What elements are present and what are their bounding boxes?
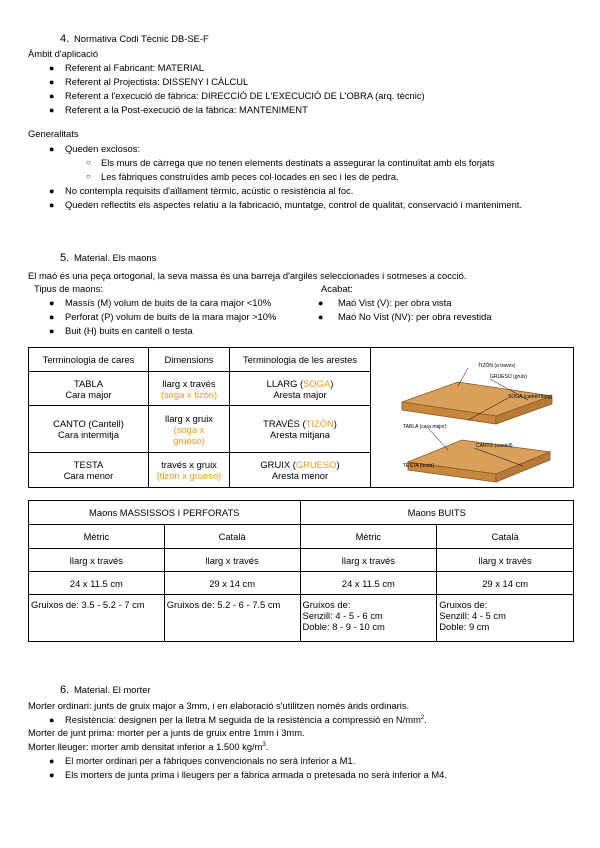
edge-desc: Aresta menor <box>271 470 329 481</box>
resistance-text: Resistència: designen per la lletra M seguida de la resistència a compressió en $N/mm^2$. <box>65 714 427 725</box>
section-title: Material. Els maons <box>74 252 157 263</box>
thickness-line: Gruixos de: <box>439 599 488 610</box>
edge-name: GRUIX <box>260 459 291 470</box>
scope-title: Àmbit d'aplicació <box>28 48 99 59</box>
label-testa: TESTA (testa) <box>403 463 435 469</box>
col-catalan: Català <box>437 525 574 549</box>
type-item: Perforat (P) volum de buits de la mara major >10% <box>65 311 277 322</box>
bullet-icon: ● <box>49 326 55 336</box>
size-value: 29 x 14 cm <box>437 572 574 595</box>
label-canto: CANTO (cantell) <box>476 443 513 449</box>
table-row <box>29 595 574 642</box>
scope-item: Referent al Projectista: DISSENY I CÀLCUL <box>65 76 249 87</box>
dim-spanish: (soga x grueso) <box>173 423 205 446</box>
section-number: 4. <box>60 33 70 45</box>
table-row: TABLA Cara major llarg x través (soga x tizón) LLARG (SOGA) Aresta major <box>29 372 574 406</box>
leader-line <box>428 428 448 450</box>
excluded-item: Els murs de càrrega que no tenen elements destinats a assegurar la continuïtat amb els forjats <box>101 157 495 168</box>
header-dimensions: Dimensions <box>149 348 230 372</box>
general-item: Queden reflectits els aspectes relatiu a la fabricació, muntatge, control de qualitat, conservació i manteniment. <box>65 199 523 210</box>
label-soga: SOGA (cantell llarg) <box>508 394 553 400</box>
col-metric: Mètric <box>300 525 437 549</box>
light-label: Morter lleuger: morter amb densitat inferior a 1.500 kg/m <box>28 741 263 752</box>
table-row: TESTA Cara menor través x gruix (tizón x grueso) GRUIX (GRUESO) Aresta menor <box>29 453 574 488</box>
thickness-line: Doble: 9 cm <box>439 621 490 632</box>
size-value: 24 x 11.5 cm <box>300 572 437 595</box>
size-value: 24 x 11.5 cm <box>29 572 165 595</box>
bullet-icon: ● <box>49 105 55 115</box>
table-row <box>29 549 574 572</box>
edge-spanish: TIZÓN <box>305 418 334 429</box>
table-row: CANTO (Cantell) Cara intermitja llarg x gruix (soga x grueso) TRAVÉS (TIZÓN) Aresta mitjana <box>29 406 574 453</box>
group-hollow: Maons BUITS <box>300 501 574 525</box>
light-mortar: Morter lleuger: morter amb densitat inferior a 1.500 $kg/m^3$. <box>28 741 269 752</box>
thickness-cell <box>437 595 574 642</box>
dim-spanish: (tizón x grueso) <box>156 470 222 481</box>
label-tabla: TABLA (cara major) <box>403 424 447 430</box>
thickness-line: Senzill: 4 - 5 - 6 cm <box>302 610 383 621</box>
table-row <box>29 572 574 595</box>
bullet-icon: ● <box>49 770 55 780</box>
finish-title: Acabat: <box>321 283 353 294</box>
superscript: 3 <box>262 742 266 748</box>
col-catalan: Català <box>164 525 300 549</box>
type-item: Buit (H) buits en cantell o testa <box>65 325 193 336</box>
dim-name: llarg x través <box>162 377 216 389</box>
thickness-line: Senzill: 4 - 5 cm <box>439 610 506 621</box>
header-faces: Terminologia de cares <box>29 348 149 372</box>
bullet-icon: ● <box>49 63 55 73</box>
ordinary-mortar: Morter ordinari: junts de gruix major a 3mm, i en elaboració s'utilitzen només àrids ordinaris. <box>28 700 410 711</box>
dims-label: llarg x través <box>437 549 574 572</box>
edge-name: LLARG <box>266 377 298 389</box>
mortar-note: El morter ordinari per a fàbriques convencionals no serà inferior a M1. <box>65 755 356 766</box>
thickness-value: Gruixos de: 3.5 - 5.2 - 7 cm <box>29 595 165 642</box>
face-name: TESTA <box>73 459 104 470</box>
section-4-heading <box>60 33 209 45</box>
edge-desc: Aresta mitjana <box>270 429 330 440</box>
bullet-icon: ● <box>318 312 324 322</box>
bullet-icon: ● <box>49 144 55 154</box>
general-title: Generalitats <box>28 128 79 139</box>
bullet-icon: ● <box>318 298 324 308</box>
face-name: CANTO (Cantell) <box>53 418 124 429</box>
thickness-line: Doble: 8 - 9 - 10 cm <box>302 621 385 632</box>
dims-label: llarg x través <box>29 549 165 572</box>
edge-name: TRAVÉS <box>263 418 300 429</box>
superscript: 2 <box>420 715 425 721</box>
edge-desc: Aresta major <box>273 388 327 400</box>
dim-spanish: (soga x tizón) <box>160 388 218 400</box>
bullet-icon: ● <box>49 756 55 766</box>
edge-spanish: GRUESO <box>295 459 337 470</box>
mortar-note: Els morters de junta prima i lleugers per a fàbrica armada o pretesada no serà inferior a M4. <box>65 769 447 780</box>
col-metric: Mètric <box>29 525 165 549</box>
circle-bullet-icon: ○ <box>86 158 91 167</box>
dim-name: llarg x gruix <box>165 412 213 424</box>
face-name: TABLA <box>73 377 103 389</box>
face-desc: Cara major <box>65 388 112 400</box>
scope-item: Referent al Fabricant: MATERIAL <box>65 62 204 73</box>
size-value: 29 x 14 cm <box>164 572 300 595</box>
excluded-label: Queden exclosos: <box>65 143 141 154</box>
dim-name: través x gruix <box>161 459 217 470</box>
section-number: 5. <box>60 252 70 264</box>
bullet-icon: ● <box>49 715 55 725</box>
dims-label: llarg x través <box>300 549 437 572</box>
finish-item: Maó Vist (V): per obra vista <box>338 297 452 308</box>
bullet-icon: ● <box>49 77 55 87</box>
dims-label: llarg x través <box>164 549 300 572</box>
face-desc: Cara menor <box>63 470 114 481</box>
brick-sizes-table <box>28 500 574 642</box>
bullet-icon: ● <box>49 91 55 101</box>
thickness-value: Gruixos de: 5.2 - 6 - 7.5 cm <box>164 595 300 642</box>
section-5-heading <box>60 252 156 264</box>
bullet-icon: ● <box>49 200 55 210</box>
finish-item: Maó No Vist (NV): per obra revestida <box>338 311 492 322</box>
excluded-item: Les fàbriques construïdes amb peces col·locades en sec i les de pedra. <box>101 171 399 182</box>
edge-spanish: SOGA <box>303 377 331 389</box>
general-item: No contempla requisits d'aïllament tèrmic, acústic o resistència al foc. <box>65 185 354 196</box>
types-title: Tipus de maons: <box>34 283 103 294</box>
label-grueso: GRUESO (gruix) <box>490 374 528 380</box>
section-title: Normativa Codi Tècnic DB-SE-F <box>74 33 209 44</box>
bullet-icon: ● <box>49 298 55 308</box>
label-tizon: TIZÓN (a través) <box>478 363 516 369</box>
thickness-cell <box>300 595 437 642</box>
thin-mortar: Morter de junt prima: morter per a junts de gruix entre 1mm i 3mm. <box>28 727 305 738</box>
bullet-icon: ● <box>49 186 55 196</box>
bullet-icon: ● <box>49 312 55 322</box>
section-number: 6. <box>60 684 70 696</box>
scope-item: Referent a la Post-execució de la fàbrica: MANTENIMENT <box>65 104 308 115</box>
circle-bullet-icon: ○ <box>86 172 91 181</box>
thickness-line: Gruixos de: <box>302 599 351 610</box>
type-item: Massís (M) volum de buits de la cara major <10% <box>65 297 272 308</box>
section-title: Material. El morter <box>74 684 151 695</box>
section-6-heading <box>60 684 151 696</box>
face-desc: Cara intermitja <box>58 429 119 440</box>
group-massive-perforated: Maons MASSISSOS I PERFORATS <box>29 501 301 525</box>
resistance-label: Resistència: designen per la lletra M seguida de la resistència a compressió en N/mm <box>65 714 421 725</box>
header-edges: Terminologia de les arestes <box>230 348 371 372</box>
intro-text: El maó és una peça ortogonal, la seva massa és una barreja d'argiles seleccionades i sotmeses a cocció. <box>28 270 467 281</box>
scope-item: Referent a l'execució de fàbrica: DIRECCIÓ DE L'EXECUCIÓ DE L'OBRA (arq. tècnic) <box>65 90 425 101</box>
